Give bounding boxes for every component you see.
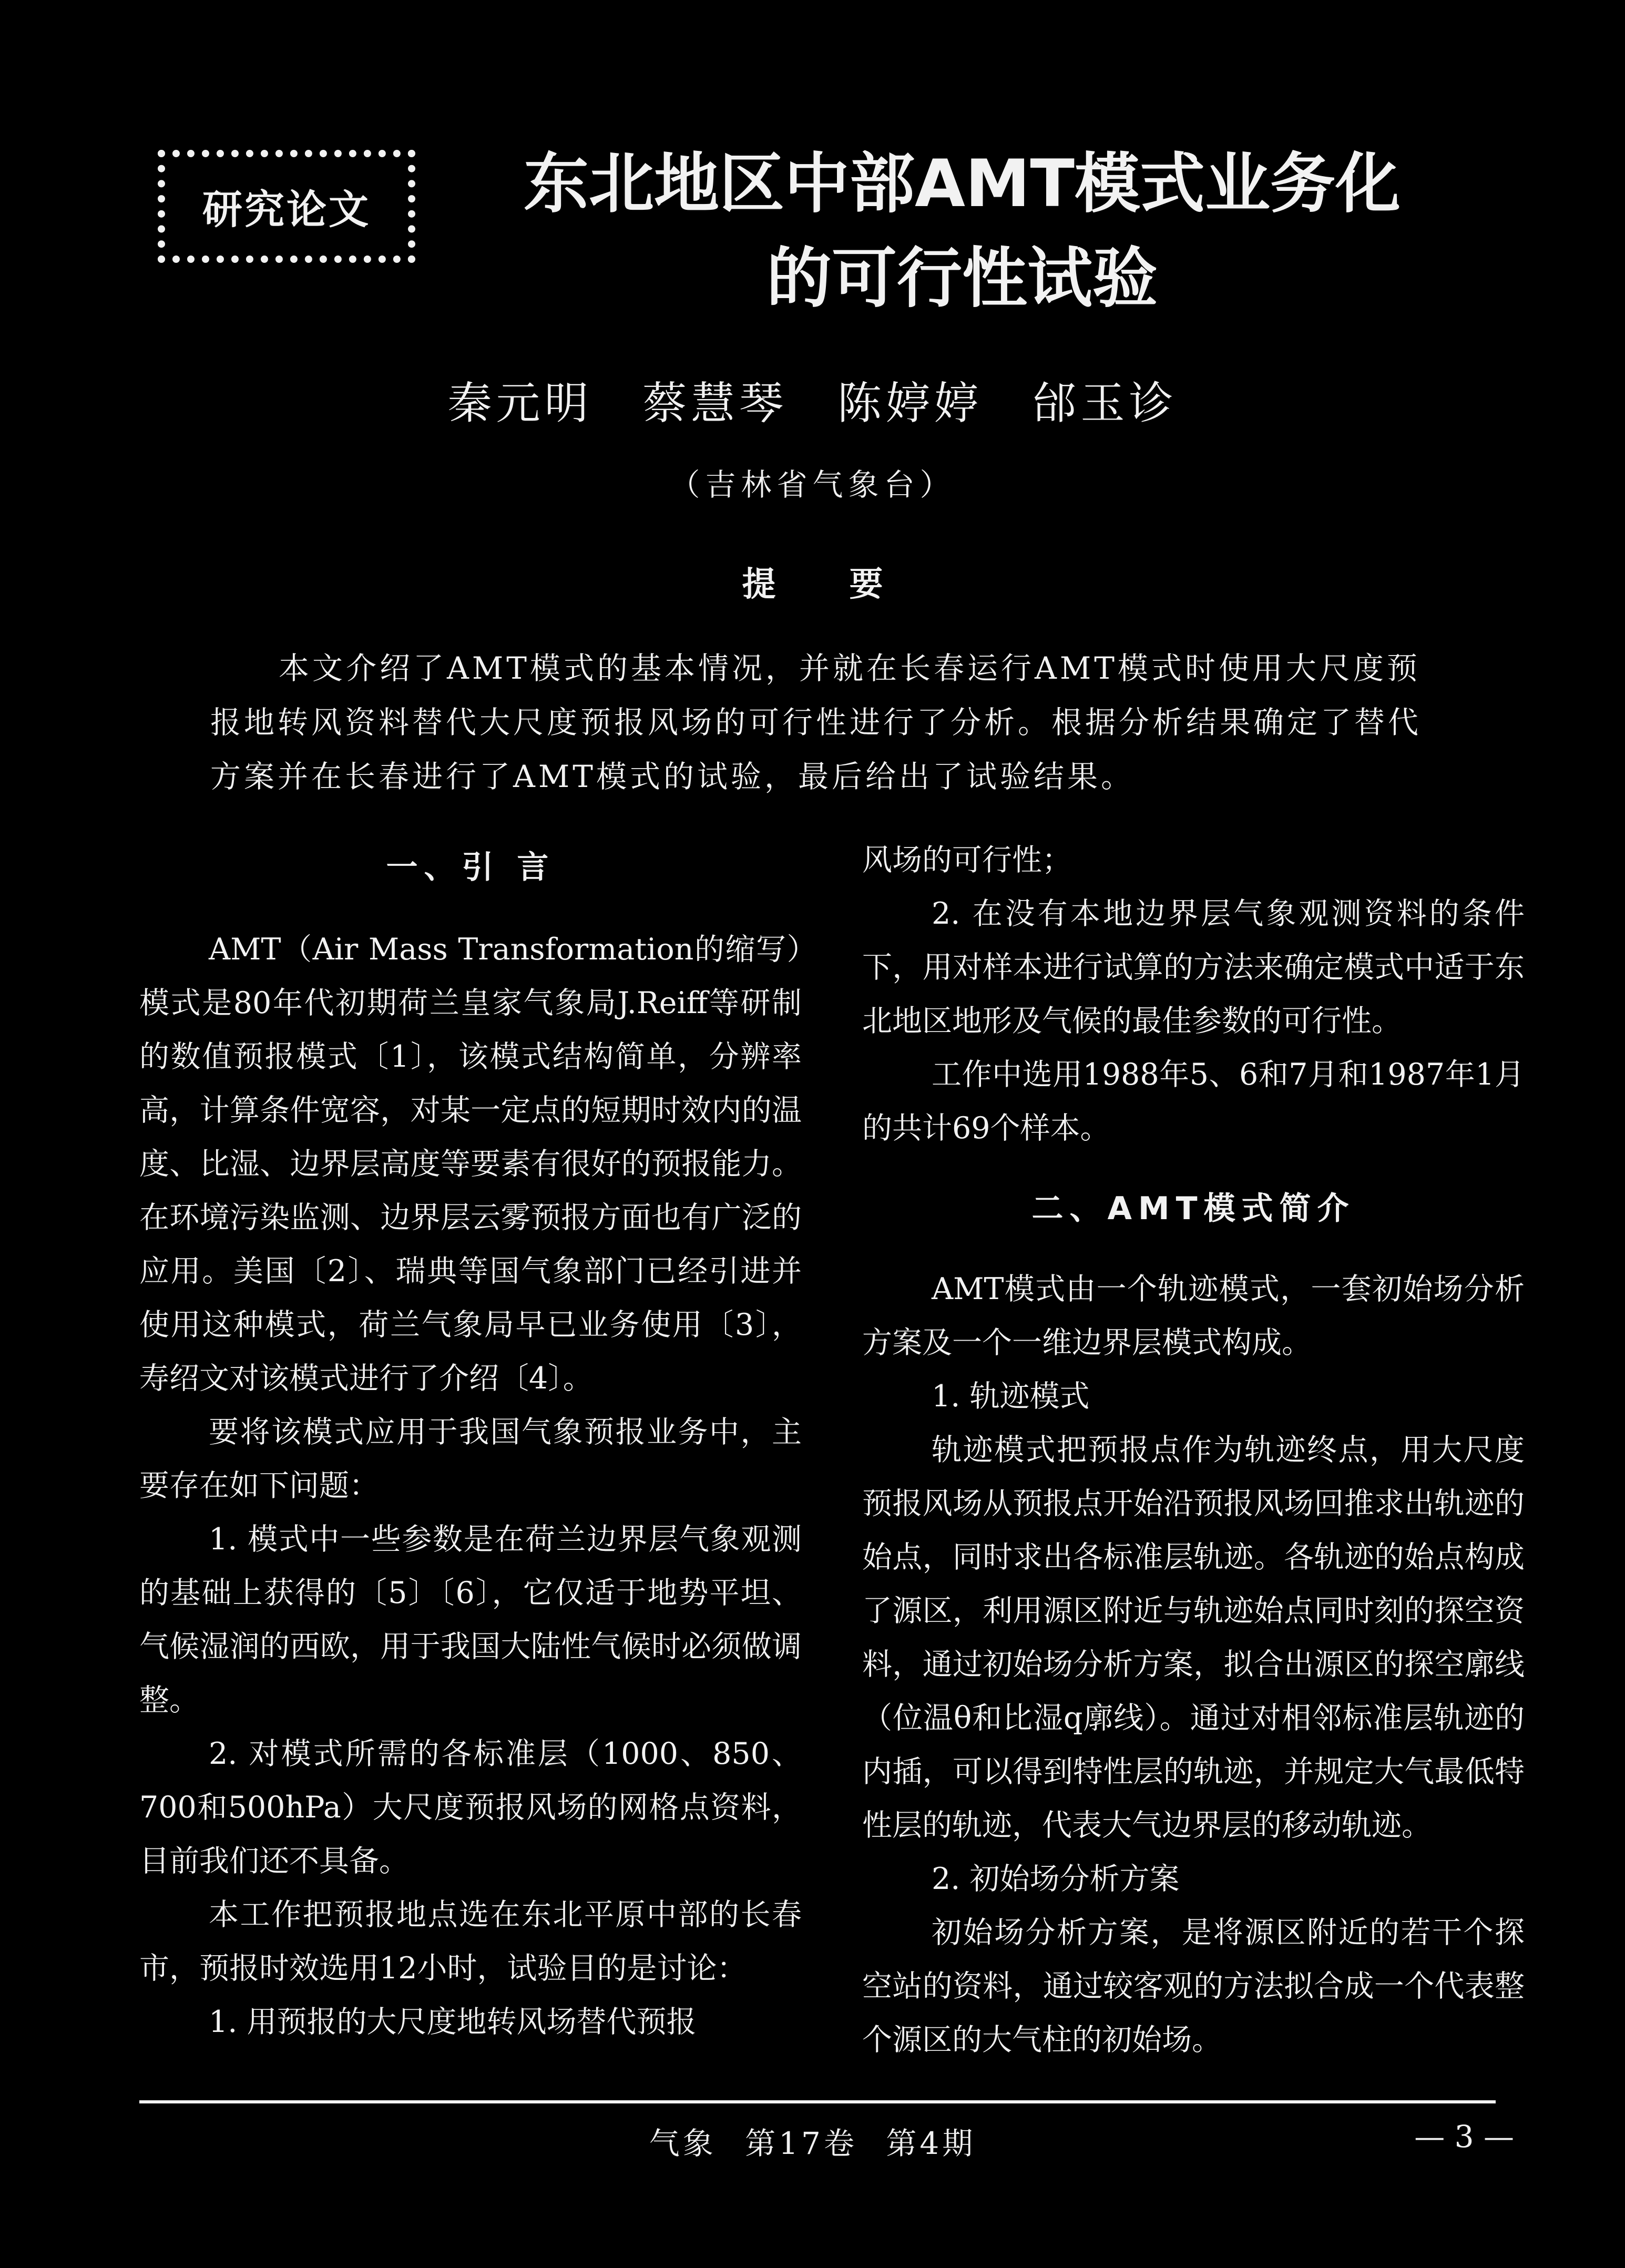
abstract	[210, 641, 1446, 804]
right-column	[862, 833, 1525, 2067]
paragraph: 1. 轨迹模式	[932, 1379, 1090, 1414]
abstract-heading: 提要	[742, 565, 957, 604]
affiliation: （吉林省气象台）	[669, 467, 956, 503]
section-heading-amt-intro: 二、AMT模式简介	[1031, 1190, 1355, 1227]
footer-rule	[139, 2100, 1496, 2103]
paragraph: 2. 对模式所需的各标准层（1000、850、700和500hPa）大尺度预报风场的网格点资料，目前我们还不具备。	[139, 1736, 802, 1878]
paragraph: AMT模式由一个轨迹模式，一套初始场分析方案及一个一维边界层模式构成。	[862, 1272, 1525, 1360]
paper-title-line-2: 的可行性试验	[766, 241, 1158, 316]
paragraph: AMT（Air Mass Transformation的缩写）模式是80年代初期荷兰皇家气象局J.Reiff等研制的数值预报模式〔1〕，该模式结构简单，分辨率高，计算条件宽容，对某一定点的短期时效内的温度、比湿、边界层高度等要素有很好的预报能力。在环境污染监测、边界层云雾预报方面也有广泛的应用。美国〔2〕、瑞典等国气象部门已经引进并使用这种模式，荷兰气象局早已业务使用〔3〕，寿绍文对该模式进行了介绍〔4〕。	[139, 932, 802, 1396]
column-badge: 研究论文	[158, 150, 415, 263]
paragraph: 工作中选用1988年5、6和7月和1987年1月的共计69个样本。	[862, 1057, 1525, 1146]
paragraph: 轨迹模式把预报点作为轨迹终点，用大尺度预报风场从预报点开始沿预报风场回推求出轨迹的始点，同时求出各标准层轨迹。各轨迹的始点构成了源区，利用源区附近与轨迹始点同时刻的探空资料，通过初始场分析方案，拟合出源区的探空廓线（位温θ和比湿q廓线）。通过对相邻标准层轨迹的内插，可以得到特性层的轨迹，并规定大气最低特性层的轨迹，代表大气边界层的移动轨迹。	[862, 1433, 1525, 1843]
paragraph: 初始场分析方案，是将源区附近的若干个探空站的资料，通过较客观的方法拟合成一个代表整个源区的大气柱的初始场。	[862, 1915, 1525, 2057]
paragraph: 2. 初始场分析方案	[932, 1862, 1180, 1896]
paper-title-line-1: 东北地区中部AMT模式业务化	[524, 146, 1401, 222]
paragraph: 本工作把预报地点选在东北平原中部的长春市，预报时效选用12小时，试验目的是讨论：	[139, 1897, 802, 1986]
footer-journal-info: 气象 第17卷 第4期	[649, 2126, 976, 2161]
left-column	[139, 833, 802, 2049]
paragraph: 风场的可行性；	[862, 843, 1072, 877]
authors: 秦元明 蔡慧琴 陈婷婷 邰玉诊	[447, 377, 1178, 429]
paragraph: 1. 用预报的大尺度地转风场替代预报	[209, 2005, 697, 2039]
page-number: — 3 —	[1414, 2119, 1514, 2154]
paragraph: 2. 在没有本地边界层气象观测资料的条件下，用对样本进行试算的方法来确定模式中适于东北地区地形及气候的最佳参数的可行性。	[862, 896, 1525, 1038]
abstract-text: 本文介绍了AMT模式的基本情况，并就在长春运行AMT模式时使用大尺度预报地转风资料替代大尺度预报风场的可行性进行了分析。根据分析结果确定了替代方案并在长春进行了AMT模式的试验，最后给出了试验结果。	[210, 650, 1422, 794]
paragraph: 要将该模式应用于我国气象预报业务中，主要存在如下问题：	[139, 1415, 802, 1503]
paragraph: 1. 模式中一些参数是在荷兰边界层气象观测的基础上获得的〔5〕〔6〕，它仅适于地势平坦、气候湿润的西欧，用于我国大陆性气候时必须做调整。	[139, 1522, 802, 1718]
section-heading-introduction: 一、引 言	[386, 849, 555, 886]
